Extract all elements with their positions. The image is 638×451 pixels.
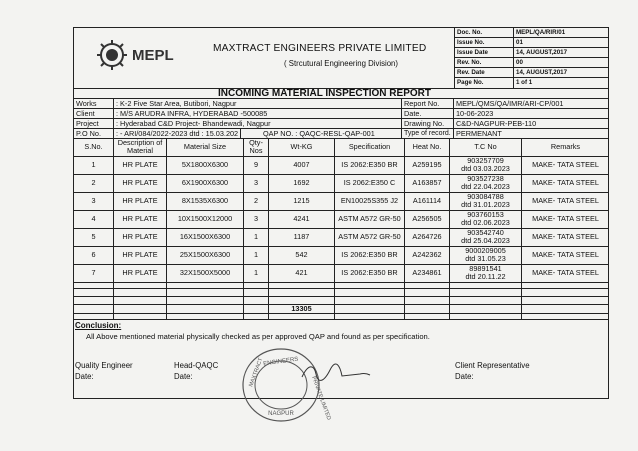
table-cell-wt: 4241 <box>293 214 310 224</box>
table-rule <box>73 319 609 320</box>
svg-text:NAGPUR: NAGPUR <box>268 411 294 417</box>
tc-number: 903084788 <box>467 192 504 202</box>
table-cell-wt: 1215 <box>293 196 310 206</box>
table-cell-heat: A259195 <box>412 160 442 170</box>
table-cell-desc: HR PLATE <box>122 232 158 242</box>
tc-cell <box>450 156 521 174</box>
table-cell-heat: A242362 <box>412 250 442 260</box>
table-cell-remarks: MAKE- TATA STEEL <box>532 268 599 278</box>
table-cell-remarks: MAKE- TATA STEEL <box>532 214 599 224</box>
tc-date: dtd 03.03.2023 <box>461 164 510 173</box>
report-no-label: Report No. <box>404 99 440 108</box>
tc-cell <box>450 246 521 264</box>
project-value: : Hyderabad C&D Project- Bhandewadi, Nagpur <box>116 119 271 128</box>
tc-number: 903542740 <box>467 228 504 238</box>
column-header: Qty-Nos <box>249 138 263 155</box>
client-label: Client <box>76 109 95 118</box>
table-rule <box>73 304 609 305</box>
works-label: Works <box>76 99 97 108</box>
tc-date: dtd 02.06.2023 <box>461 218 510 227</box>
tc-cell <box>450 228 521 246</box>
table-cell-spec: ASTM A572 GR-50 <box>338 232 401 242</box>
table-cell-qty: 1 <box>253 268 259 278</box>
meta-label: Doc. No. <box>457 29 483 36</box>
logo-text: MEPL <box>132 47 174 64</box>
table-rule <box>73 288 609 289</box>
meta-value: 14, AUGUST,2017 <box>516 49 568 56</box>
table-cell-spec: IS 2062:E350 C <box>343 178 396 188</box>
table-cell-qty: 1 <box>253 250 259 260</box>
tc-number: 9000209005 <box>465 246 506 256</box>
column-header: Wt-KG <box>290 142 313 152</box>
meta-value: MEPL/QA/RIR/01 <box>516 29 566 36</box>
company-name: MAXTRACT ENGINEERS PRIVATE LIMITED <box>213 43 427 54</box>
table-rule <box>73 313 609 314</box>
meta-label: Page No. <box>457 79 484 86</box>
table-cell-remarks: MAKE- TATA STEEL <box>532 160 599 170</box>
table-cell-spec: ASTM A572 GR-50 <box>338 214 401 224</box>
table-cell-size: 16X1500X6300 <box>179 232 231 242</box>
svg-text:PRIVATE LIMITED: PRIVATE LIMITED <box>310 375 332 421</box>
company-logo-icon <box>90 37 134 73</box>
table-cell-sno: 3 <box>91 196 96 206</box>
table-rule <box>73 296 609 297</box>
meta-label: Issue No. <box>457 39 485 46</box>
table-cell-desc: HR PLATE <box>122 214 158 224</box>
table-cell-wt: 421 <box>295 268 308 278</box>
table-cell-spec: IS 2062:E350 BR <box>341 268 398 278</box>
project-label: Project <box>76 119 99 128</box>
tc-cell <box>450 264 521 282</box>
quality-engineer-label: Quality Engineer <box>75 361 133 370</box>
record-value: PERMENANT <box>456 129 502 138</box>
table-cell-sno: 4 <box>91 214 96 224</box>
column-header: Remarks <box>550 142 581 152</box>
tc-cell <box>450 210 521 228</box>
table-cell-spec: IS 2062:E350 BR <box>341 160 398 170</box>
client-rep-label: Client Representative <box>455 361 530 370</box>
conclusion-text: All Above mentioned material physically checked as per approved QAP and found as per specification. <box>86 332 430 341</box>
drawing-value: C&D-NAGPUR-PEB-110 <box>456 119 537 128</box>
record-label: Type of record. <box>404 130 451 137</box>
table-cell-qty: 3 <box>253 178 259 188</box>
table-cell-wt: 1692 <box>293 178 310 188</box>
meta-value: 00 <box>516 59 523 66</box>
tc-date: dtd 20.11.22 <box>465 272 506 281</box>
table-cell-sno: 1 <box>91 160 96 170</box>
meta-label: Rev. No. <box>457 59 482 66</box>
meta-value: 14, AUGUST,2017 <box>516 69 568 76</box>
report-title: INCOMING MATERIAL INSPECTION REPORT <box>218 88 431 99</box>
tc-number: 903527238 <box>467 174 504 184</box>
po-label: P.O No. <box>76 129 102 138</box>
table-cell-sno: 7 <box>91 268 96 278</box>
table-cell-size: 5X1800X6300 <box>181 160 229 170</box>
table-cell-heat: A256505 <box>412 214 442 224</box>
qap-number: QAP NO. : QAQC-RESL-QAP-001 <box>263 129 375 138</box>
column-header: S.No. <box>84 142 103 152</box>
table-cell-spec: IS 2062:E350 BR <box>341 250 398 260</box>
table-cell-remarks: MAKE- TATA STEEL <box>532 250 599 260</box>
company-stamp <box>238 345 332 425</box>
drawing-label: Drawing No. <box>404 119 445 128</box>
svg-text:ENGINEERS: ENGINEERS <box>262 356 299 368</box>
tc-date: dtd 25.04.2023 <box>461 236 510 245</box>
column-header: Specification <box>348 142 391 152</box>
table-cell-desc: HR PLATE <box>122 196 158 206</box>
table-cell-size: 25X1500X6300 <box>179 250 231 260</box>
table-cell-desc: HR PLATE <box>122 160 158 170</box>
table-cell-heat: A234861 <box>412 268 442 278</box>
table-cell-sno: 2 <box>91 178 96 188</box>
column-header: T.C No <box>474 142 497 152</box>
date-label: Date. <box>404 109 422 118</box>
head-qaqc-label: Head-QAQC <box>174 361 219 370</box>
svg-text:MAXTRACT: MAXTRACT <box>248 357 265 388</box>
meta-label: Issue Date <box>457 49 488 56</box>
table-cell-wt: 4007 <box>293 160 310 170</box>
table-cell-sno: 6 <box>91 250 96 260</box>
head-qaqc-date: Date: <box>174 372 193 381</box>
tc-date: dtd 22.04.2023 <box>461 182 510 191</box>
client-value: : M/S ARUDRA INFRA, HYDERABAD -500085 <box>116 109 268 118</box>
po-value: : - ARI/084/2022-2023 dtd : 15.03.202 <box>116 129 239 138</box>
table-cell-wt: 542 <box>295 250 308 260</box>
meta-value: 01 <box>516 39 523 46</box>
tc-number: 903760153 <box>467 210 504 220</box>
table-rule <box>73 282 609 283</box>
column-header: Material Size <box>183 142 227 152</box>
signature <box>300 362 372 384</box>
table-cell-qty: 1 <box>253 232 259 242</box>
meta-label: Rev. Date <box>457 69 485 76</box>
works-value: : K-2 Five Star Area, Butibori, Nagpur <box>116 99 237 108</box>
table-cell-wt: 1187 <box>293 232 310 242</box>
table-cell-qty: 2 <box>253 196 259 206</box>
table-cell-sno: 5 <box>91 232 96 242</box>
table-cell-desc: HR PLATE <box>122 178 158 188</box>
table-cell-remarks: MAKE- TATA STEEL <box>532 178 599 188</box>
table-cell-desc: HR PLATE <box>122 268 158 278</box>
client-rep-date: Date: <box>455 372 474 381</box>
table-cell-heat: A264726 <box>412 232 442 242</box>
tc-cell <box>450 174 521 192</box>
table-cell-heat: A163857 <box>412 178 442 188</box>
quality-engineer-date: Date: <box>75 372 94 381</box>
table-cell-qty: 9 <box>253 160 259 170</box>
conclusion-label: Conclusion: <box>75 321 122 330</box>
table-cell-size: 32X1500X5000 <box>179 268 231 278</box>
table-cell-remarks: MAKE- TATA STEEL <box>532 196 599 206</box>
table-cell-desc: HR PLATE <box>122 250 158 260</box>
table-cell-size: 10X1500X12000 <box>177 214 233 224</box>
total-weight: 13305 <box>291 303 312 313</box>
tc-date: dtd 31.05.23 <box>465 254 506 263</box>
report-no-value: MEPL/QMS/QA/IMR/ARI-CP/001 <box>456 99 564 108</box>
tc-number: 903257709 <box>467 156 504 166</box>
table-cell-remarks: MAKE- TATA STEEL <box>532 232 599 242</box>
tc-number: 89891541 <box>469 264 502 274</box>
column-header: Heat No. <box>412 142 442 152</box>
table-cell-heat: A161114 <box>412 196 442 206</box>
table-cell-size: 8X1535X6300 <box>181 196 229 206</box>
table-cell-size: 6X1900X6300 <box>181 178 229 188</box>
column-header: Description of Material <box>117 138 163 155</box>
table-cell-qty: 3 <box>253 214 259 224</box>
company-division: ( Strcutural Engineering Division) <box>284 59 398 68</box>
date-value: 10-06-2023 <box>456 109 494 118</box>
meta-value: 1 of 1 <box>516 79 533 86</box>
tc-date: dtd 31.01.2023 <box>461 200 510 209</box>
table-cell-spec: EN10025S355 J2 <box>340 196 399 206</box>
tc-cell <box>450 192 521 210</box>
